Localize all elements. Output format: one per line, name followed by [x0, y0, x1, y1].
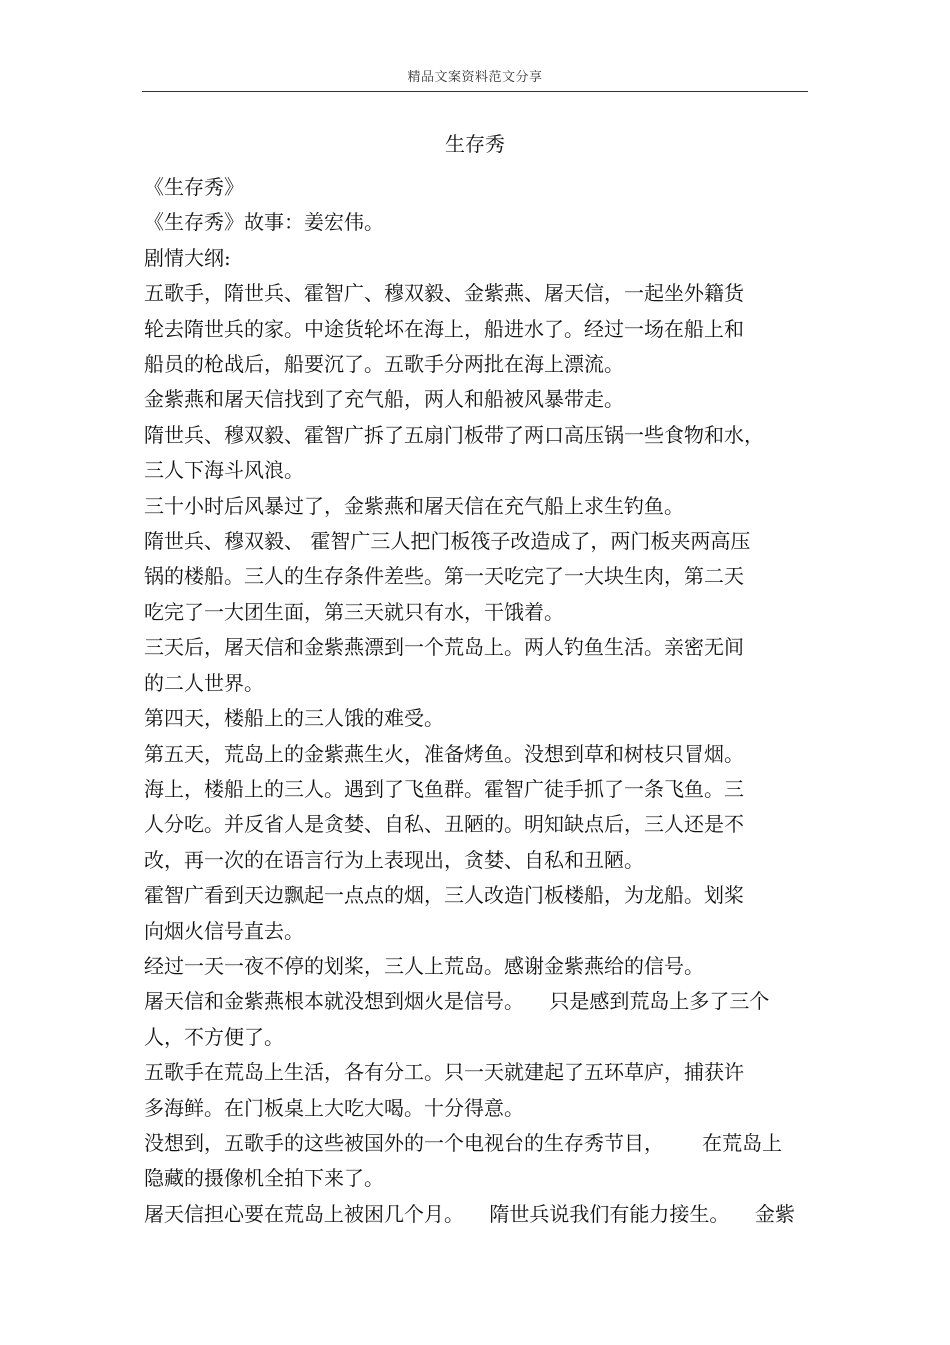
paragraph: 五歌手，隋世兵、霍智广、穆双毅、金紫燕、屠天信，一起坐外籍货 轮去隋世兵的家。中途货轮坏在海上，船进水了。经过一场在船上和 船员的枪战后，船要沉了。五歌手分两批在海上漂流。 [144, 281, 744, 377]
paragraph: 三天后，屠天信和金紫燕漂到一个荒岛上。两人钓鱼生活。亲密无间 的二人世界。 [144, 635, 744, 695]
paragraph: 隋世兵、穆双毅、霍智广拆了五扇门板带了两口高压锅一些食物和水， 三人下海斗风浪。 [144, 422, 764, 483]
paragraph: 霍智广看到天边飘起一点点的烟，三人改造门板楼船，为龙船。划桨 向烟火信号直去。 [144, 883, 744, 943]
paragraph: 没想到，五歌手的这些被国外的一个电视台的生存秀节目， 在荒岛上 隐藏的摄像机全拍下来了。 [144, 1130, 783, 1191]
paragraph: 五歌手在荒岛上生活，各有分工。只一天就建起了五环草庐，捕获许 多海鲜。在门板桌上大吃大喝。十分得意。 [144, 1060, 744, 1120]
paragraph: 第五天，荒岛上的金紫燕生火，准备烤鱼。没想到草和树枝只冒烟。 海上，楼船上的三人。遇到了飞鱼群。霍智广徒手抓了一条飞鱼。三 人分吃。并反省人是贪婪、自私、丑陋的。明知缺点后，三人还是不 改，再一次的在语言行为上表现出，贪婪、自私和丑陋。 [144, 741, 744, 872]
paragraph: 金紫燕和屠天信找到了充气船，两人和船被风暴带走。 [144, 387, 624, 412]
header-divider [142, 91, 808, 92]
paragraph: 经过一天一夜不停的划桨，三人上荒岛。感谢金紫燕给的信号。 [144, 953, 704, 978]
paragraph: 三十小时后风暴过了，金紫燕和屠天信在充气船上求生钓鱼。 [144, 493, 684, 518]
paragraph: 屠天信担心要在荒岛上被困几个月。 隋世兵说我们有能力接生。 金紫 [144, 1201, 795, 1226]
paragraph: 《生存秀》 [144, 175, 244, 199]
paragraph: 第四天，楼船上的三人饿的难受。 [144, 706, 444, 731]
paragraph: 剧情大纲: [144, 245, 231, 270]
paragraph: 《生存秀》故事：姜宏伟。 [144, 210, 384, 235]
document-body [144, 170, 814, 1232]
page-header: 精品文案资料范文分享 [407, 70, 543, 85]
paragraph: 隋世兵、穆双毅、 霍智广三人把门板筏子改造成了，两门板夹两高压 锅的楼船。三人的生存条件差些。第一天吃完了一大块生肉，第二天 吃完了一大团生面，第三天就只有水，干饿着。 [144, 529, 751, 624]
paragraph: 屠天信和金紫燕根本就没想到烟火是信号。 只是感到荒岛上多了三个 人，不方便了。 [144, 989, 770, 1049]
document-title: 生存秀 [445, 132, 505, 156]
